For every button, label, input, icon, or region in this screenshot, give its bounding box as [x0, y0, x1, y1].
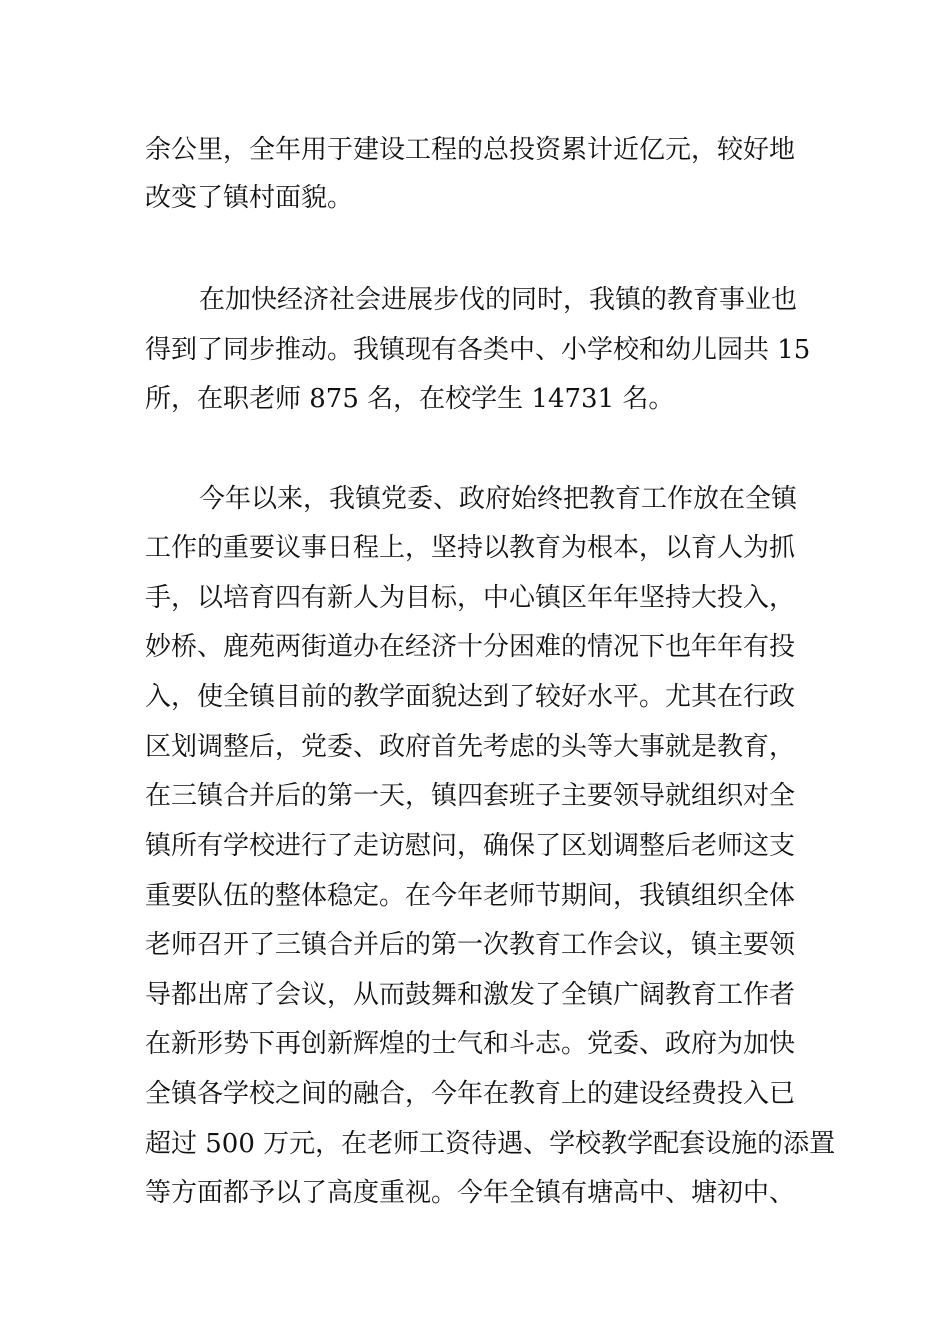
paragraph-line: 今年以来，我镇党委、政府始终把教育工作放在全镇 [199, 484, 798, 514]
paragraph-line: 超过 500 万元，在老师工资待遇、学校教学配套设施的添置 [145, 1129, 836, 1159]
paragraph-line: 等方面都予以了高度重视。今年全镇有塘高中、塘初中、 [145, 1178, 796, 1208]
paragraph-line: 区划调整后，党委、政府首先考虑的头等大事就是教育， [145, 732, 796, 762]
paragraph-line: 在新形势下再创新辉煌的士气和斗志。党委、政府为加快 [145, 1029, 796, 1059]
paragraph-line: 重要队伍的整体稳定。在今年老师节期间，我镇组织全体 [145, 881, 796, 911]
paragraph-line: 导都出席了会议，从而鼓舞和激发了全镇广阔教育工作者 [145, 980, 796, 1010]
paragraph-line: 妙桥、鹿苑两街道办在经济十分困难的情况下也年年有投 [145, 632, 796, 662]
paragraph-line: 镇所有学校进行了走访慰问，确保了区划调整后老师这支 [145, 831, 796, 861]
paragraph-line: 老师召开了三镇合并后的第一次教育工作会议，镇主要领 [145, 930, 796, 960]
paragraph-line: 全镇各学校之间的融合，今年在教育上的建设经费投入已 [145, 1079, 796, 1109]
paragraph-line: 改变了镇村面貌。 [145, 183, 354, 213]
paragraph-line: 手，以培育四有新人为目标，中心镇区年年坚持大投入， [145, 583, 796, 613]
paragraph-line: 余公里，全年用于建设工程的总投资累计近亿元，较好地 [145, 135, 796, 165]
paragraph-line: 得到了同步推动。我镇现有各类中、小学校和幼儿园共 15 [145, 335, 811, 365]
paragraph-line: 入，使全镇目前的教学面貌达到了较好水平。尤其在行政 [145, 682, 796, 712]
paragraph-line: 工作的重要议事日程上，坚持以教育为根本，以育人为抓 [145, 533, 796, 563]
paragraph-line: 在加快经济社会进展步伐的同时，我镇的教育事业也 [199, 285, 798, 315]
paragraph-line: 在三镇合并后的第一天，镇四套班子主要领导就组织对全 [145, 781, 796, 811]
paragraph-line: 所，在职老师 875 名，在校学生 14731 名。 [145, 384, 675, 414]
